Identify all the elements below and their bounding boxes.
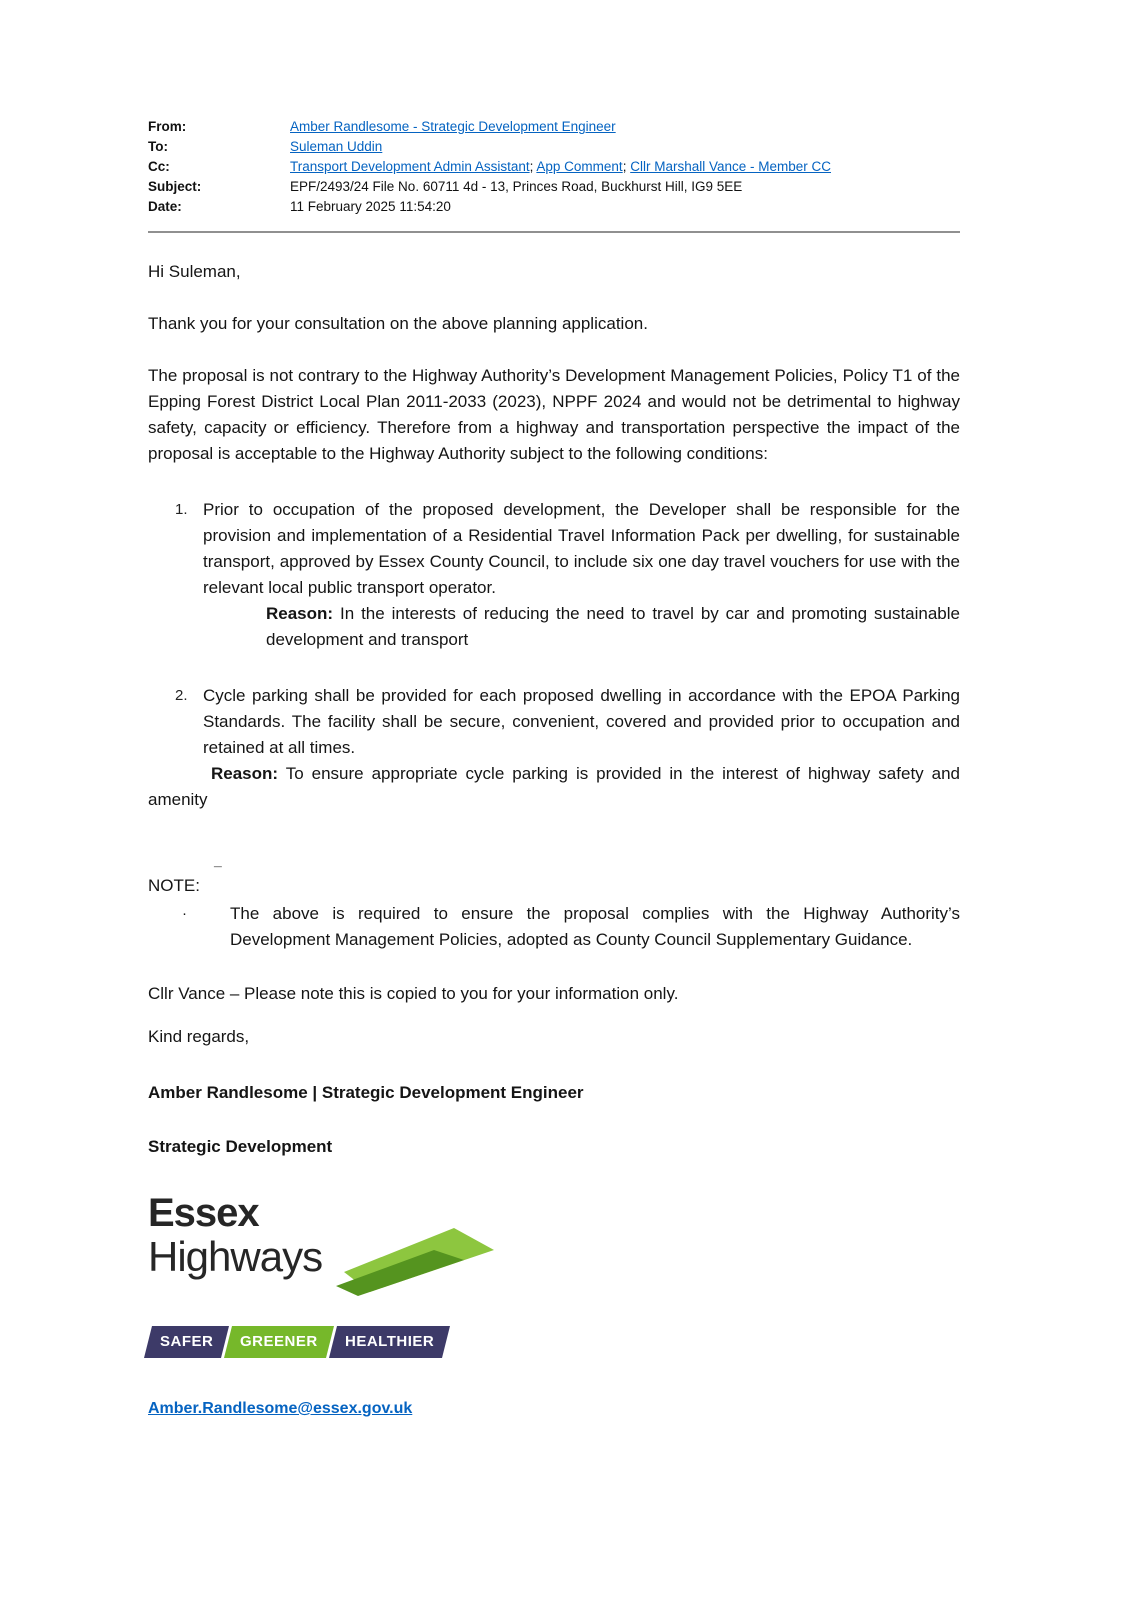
header-divider [148, 231, 960, 233]
signature-department: Strategic Development [148, 1137, 333, 1156]
bullet-icon: · [182, 905, 187, 922]
condition-item-1 [148, 497, 960, 653]
signature-email-row [148, 1396, 960, 1422]
condition-1-body [203, 497, 960, 653]
condition-2-reason-label: Reason: [211, 764, 279, 783]
cc-link-transport-admin[interactable]: Transport Development Admin Assistant [290, 159, 530, 174]
email-body [148, 259, 960, 1422]
banner-segment-healthier [329, 1326, 450, 1358]
cc-separator: ; [622, 159, 631, 174]
logo-text-highways: Highways [148, 1233, 323, 1280]
condition-1-number: 1. [175, 501, 188, 518]
subject-label: Subject: [148, 179, 202, 194]
note-label: NOTE: [148, 876, 200, 895]
header-row-date [148, 197, 960, 217]
condition-2-body [203, 683, 960, 761]
condition-item-2 [148, 683, 960, 761]
logo-swoosh-icon [336, 1226, 496, 1296]
note-text: The above is required to ensure the proposal complies with the Highway Authority’s Development Management Policies, adopted as County Council Supplementary Guidance. [230, 904, 960, 949]
cllr-copy-note: Cllr Vance – Please note this is copied to you for your information only. [148, 984, 679, 1003]
to-recipient-link[interactable]: Suleman Uddin [290, 139, 383, 154]
from-label: From: [148, 119, 187, 134]
condition-2-text: Cycle parking shall be provided for each proposed dwelling in accordance with the EPOA Parking Standards. The facility shall be secure, convenient, covered and provided prior to occupation and retained at all times. [203, 686, 960, 757]
from-value [290, 117, 960, 137]
cc-link-cllr-vance[interactable]: Cllr Marshall Vance - Member CC [630, 159, 831, 174]
note-heading [148, 864, 960, 899]
logo-text-essex: Essex [148, 1191, 259, 1235]
banner-text-greener: GREENER [240, 1333, 319, 1350]
banner-segment-greener [224, 1326, 334, 1358]
greeting-text: Hi Suleman, [148, 262, 241, 281]
condition-2-reason [148, 761, 960, 813]
intro-paragraph: The proposal is not contrary to the Highway Authority’s Development Management Policies, Policy T1 of the Epping Forest District Local Plan 2011-2033 (2023), NPPF 2024 and would not be detrimental to highway safety, capacity or efficiency. Therefore from a highway and transportation perspective the impact of the proposal is acceptable to the Highway Authority subject to the following conditions: [148, 366, 960, 463]
from-sender-link[interactable]: Amber Randlesome - Strategic Development Engineer [290, 119, 616, 134]
condition-1-text: Prior to occupation of the proposed development, the Developer shall be responsible for the provision and implementation of a Residential Travel Information Pack per dwelling, for sustainable transport, approved by Essex County Council, to include six one day travel vouchers for use with the relevant local public transport operator. [203, 500, 960, 597]
to-value [290, 137, 960, 157]
condition-1-reason-label: Reason: [266, 604, 334, 623]
cc-label: Cc: [148, 159, 170, 174]
banner-segment-safer [144, 1326, 229, 1358]
email-header [148, 117, 960, 233]
banner-text-safer: SAFER [160, 1333, 214, 1350]
to-label: To: [148, 139, 168, 154]
banner-text-healthier: HEALTHIER [345, 1333, 435, 1350]
safer-greener-healthier-banner [148, 1326, 446, 1358]
header-row-cc [148, 157, 960, 177]
cc-value [290, 157, 960, 177]
sender-email-link[interactable]: Amber.Randlesome@essex.gov.uk [148, 1400, 413, 1417]
date-value: 11 February 2025 11:54:20 [290, 199, 451, 214]
note-bullet-item [148, 901, 960, 953]
note-overline-mark: ¯ [214, 864, 222, 880]
condition-1-reason [266, 601, 960, 653]
condition-2-reason-text: To ensure appropriate cycle parking is provided in the interest of highway safety and amenity [148, 764, 960, 809]
condition-1-reason-text: In the interests of reducing the need to travel by car and promoting sustainable development and transport [266, 604, 960, 649]
header-row-from [148, 117, 960, 137]
cc-link-app-comment[interactable]: App Comment [536, 159, 623, 174]
header-row-subject [148, 177, 960, 197]
signoff-text: Kind regards, [148, 1027, 250, 1046]
thanks-text: Thank you for your consultation on the above planning application. [148, 314, 648, 333]
subject-value: EPF/2493/24 File No. 60711 4d - 13, Princes Road, Buckhurst Hill, IG9 5EE [290, 179, 743, 194]
date-label: Date: [148, 199, 182, 214]
condition-2-number: 2. [175, 687, 188, 704]
header-row-to [148, 137, 960, 157]
cc-separator: ; [529, 159, 537, 174]
signature-name-title: Amber Randlesome | Strategic Development Engineer [148, 1083, 584, 1102]
essex-highways-logo [148, 1192, 598, 1292]
